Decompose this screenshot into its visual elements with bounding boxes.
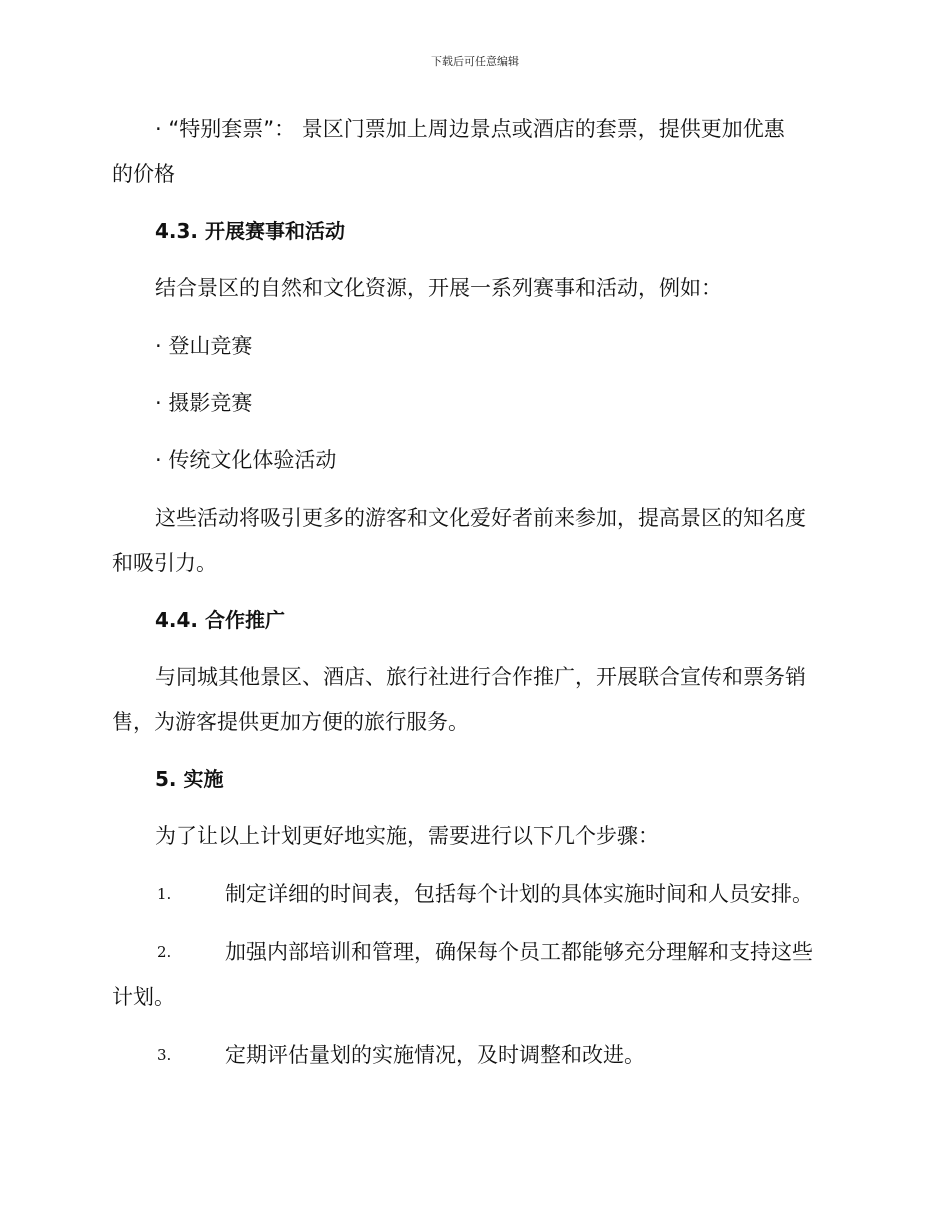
section-4-3-heading: 4.3. 开展赛事和活动 — [155, 219, 345, 243]
events-summary-line-1: 这些活动将吸引更多的游客和文化爱好者前来参加，提高景区的知名度 — [155, 506, 806, 530]
section-4-4-heading: 4.4. 合作推广 — [155, 608, 285, 632]
page-header: 下载后可任意编辑 — [431, 55, 519, 68]
list-item: · 传统文化体验活动 — [155, 448, 337, 472]
list-item: · 登山竞赛 — [155, 334, 253, 358]
special-ticket-line-2: 的价格 — [112, 162, 175, 186]
step-number: 1. — [157, 885, 172, 903]
section-4-4-line-2: 售，为游客提供更加方便的旅行服务。 — [112, 710, 469, 734]
list-item: · 摄影竞赛 — [155, 391, 253, 415]
step-text-continuation: 计划。 — [112, 985, 175, 1009]
step-text: 制定详细的时间表，包括每个计划的具体实施时间和人员安排。 — [225, 882, 813, 906]
section-5-intro: 为了让以上计划更好地实施，需要进行以下几个步骤： — [155, 824, 659, 848]
section-5-heading: 5. 实施 — [155, 767, 224, 791]
special-ticket-line-1: · “特别套票”： 景区门票加上周边景点或酒店的套票，提供更加优惠 — [155, 117, 785, 141]
events-summary-line-2: 和吸引力。 — [112, 551, 217, 575]
step-number: 3. — [157, 1046, 172, 1064]
section-4-4-line-1: 与同城其他景区、酒店、旅行社进行合作推广，开展联合宣传和票务销 — [155, 665, 806, 689]
step-text: 定期评估量划的实施情况，及时调整和改进。 — [225, 1043, 645, 1067]
step-number: 2. — [157, 943, 172, 961]
step-text: 加强内部培训和管理，确保每个员工都能够充分理解和支持这些 — [225, 940, 813, 964]
section-4-3-intro: 结合景区的自然和文化资源，开展一系列赛事和活动，例如： — [155, 276, 722, 300]
